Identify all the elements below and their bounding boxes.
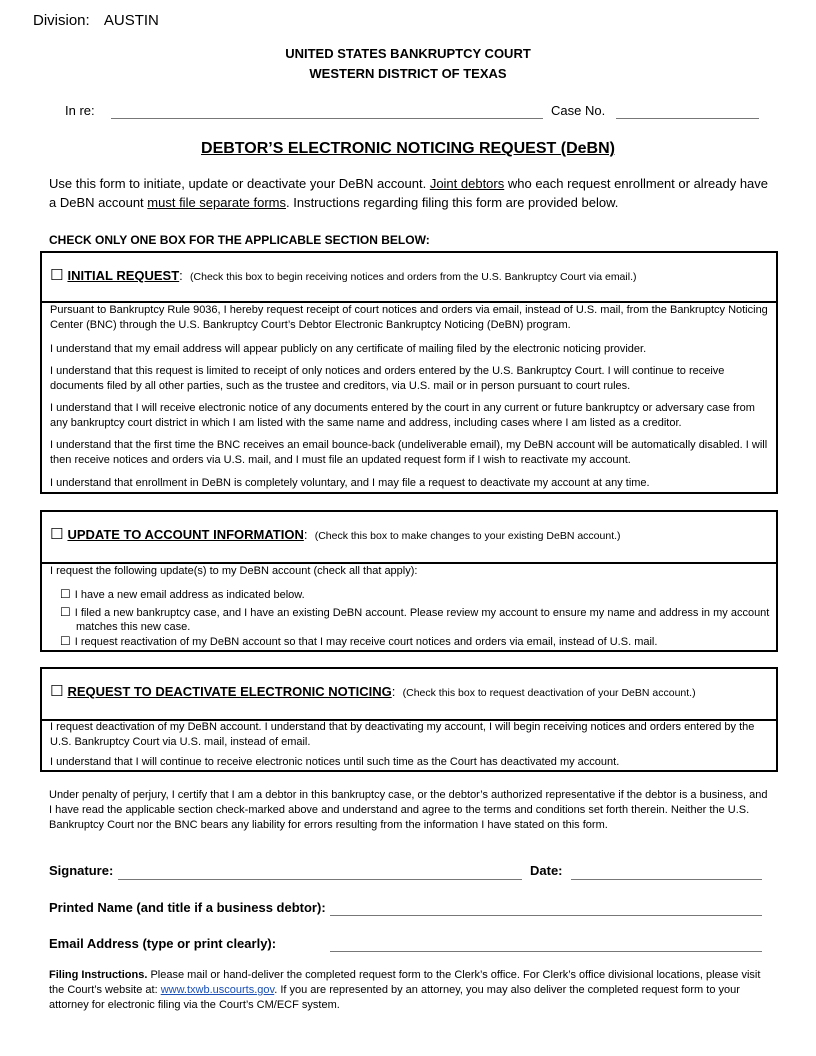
initial-request-paragraph: I understand that the first time the BNC receives an email bounce-back (undeliverable email), my DeBN account will be automatically disabled. I will then receive notices and orders via U.S. mail, and I must file an updated request form if I wish to reactivate my account. [50,439,768,466]
intro-text-1: Use this form to initiate, update or deactivate your DeBN account. [49,176,430,191]
initial-request-header-box [40,251,778,303]
update-account-header-box [40,510,778,564]
division-line [33,12,159,29]
initial-request-paragraph: I understand that this request is limited to receipt of only notices and orders entered by the U.S. Bankruptcy Court. I will continue to receive documents filed by all other parties, such as the trustee and creditors, via U.S. mail or in person pursuant to court rules. [50,365,725,392]
deactivate-checkbox[interactable]: ☐ [50,683,64,700]
initial-request-checkbox[interactable]: ☐ [50,267,64,284]
update-account-intro: I request the following update(s) to my DeBN account (check all that apply): [50,565,418,577]
intro-text-3: . Instructions regarding filing this form are provided below. [286,195,619,210]
check-only-instruction: CHECK ONLY ONE BOX FOR THE APPLICABLE SECTION BELOW: [49,233,430,247]
date-field[interactable] [571,879,762,880]
case-no-field[interactable] [616,118,759,119]
signature-field[interactable] [118,879,522,880]
update-account-body-box [40,562,778,652]
in-re-label: In re: [65,103,95,118]
heading-colon: : [179,268,183,283]
update-option-checkbox[interactable]: ☐ [60,634,71,648]
deactivate-header [50,682,696,700]
deactivate-heading: REQUEST TO DEACTIVATE ELECTRONIC NOTICING [67,684,392,699]
update-account-heading: UPDATE TO ACCOUNT INFORMATION [67,527,304,542]
initial-request-paragraph: I understand that enrollment in DeBN is completely voluntary, and I may file a request to deactivate my account at any time. [50,477,650,489]
email-label: Email Address (type or print clearly): [49,936,277,951]
initial-request-paragraph: I understand that my email address will appear publicly on any certificate of mailing filed by the electronic noticing provider. [50,343,647,355]
printed-name-label: Printed Name (and title if a business debtor): [49,900,326,915]
deactivate-header-box [40,667,778,721]
update-option-checkbox[interactable]: ☐ [60,605,71,619]
update-option-text: I request reactivation of my DeBN account so that I may receive court notices and orders via email, instead of U.S. mail. [74,636,658,648]
initial-request-note: (Check this box to begin receiving notices and orders from the U.S. Bankruptcy Court via email.) [190,271,637,283]
initial-request-header [50,266,636,284]
intro-joint-debtors: Joint debtors [429,176,505,191]
update-option [60,634,772,649]
deactivate-paragraph: I request deactivation of my DeBN account. I understand that by deactivating my account, I will begin receiving notices and orders entered by the U.S. Bankruptcy Court via U.S. mail, instead of email. [50,721,755,748]
heading-colon: : [391,684,396,699]
update-account-note: (Check this box to make changes to your existing DeBN account.) [314,530,621,542]
update-option [60,605,776,634]
filing-instructions [49,968,774,1013]
intro-text-2: who each request enrollment or already have a DeBN account [49,176,769,210]
perjury-statement: Under penalty of perjury, I certify that I am a debtor in this bankruptcy case, or the debtor’s authorized representative if the debtor is a business, and I have read the applicable section check-marked above and understand and agree to the terms and conditions set forth therein. Neither the U.S. Bankruptcy Court nor the BNC bears any liability for errors resulting from the information I have stated on this form. [49,789,768,831]
court-district: WESTERN DISTRICT OF TEXAS [309,66,507,81]
filing-text-1: Please mail or hand-deliver the completed request form to the Clerk’s office. For Clerk’s office divisional locations, please visit the Court’s website at: [49,969,761,996]
date-label: Date: [530,863,563,878]
update-option-text: I filed a new bankruptcy case, and I have an existing DeBN account. Please review my account to ensure my name and address in my account matches this new case. [74,607,770,633]
update-option-text: I have a new email address as indicated below. [74,589,305,601]
division-label: Division: [33,12,90,29]
update-option-checkbox[interactable]: ☐ [60,587,71,601]
email-field[interactable] [330,951,762,952]
case-no-label: Case No. [551,103,606,118]
intro-must-file: must file separate forms [147,195,286,210]
initial-request-heading: INITIAL REQUEST [67,268,180,283]
filing-instructions-heading: Filing Instructions. [49,969,148,981]
printed-name-field[interactable] [330,915,762,916]
division-value: AUSTIN [103,12,159,29]
deactivate-paragraph: I understand that I will continue to receive electronic notices until such time as the Court has deactivated my account. [50,756,620,768]
initial-request-paragraph: Pursuant to Bankruptcy Rule 9036, I hereby request receipt of court notices and orders via email, instead of U.S. mail, from the Bankruptcy Noticing Center (BNC) through the U.S. Bankruptcy Court’s Debtor Electronic Bankruptcy Noticing (DeBN) program. [50,304,768,331]
update-account-checkbox[interactable]: ☐ [50,526,64,543]
intro-paragraph [49,174,769,212]
court-name: UNITED STATES BANKRUPTCY COURT [285,46,531,61]
in-re-field[interactable] [111,118,543,119]
update-option [60,587,772,602]
page-title: DEBTOR’S ELECTRONIC NOTICING REQUEST (DeBN) [201,140,615,157]
deactivate-note: (Check this box to request deactivation of your DeBN account.) [402,687,696,699]
deactivate-body-box [40,719,778,772]
filing-text-2: . If you are represented by an attorney, you may also deliver the completed request form to your attorney for electronic filing via the Court’s CM/ECF system. [49,984,740,1011]
update-account-header [50,525,621,543]
initial-request-body-box [40,301,778,494]
court-website-link[interactable]: www.txwb.uscourts.gov [160,984,275,996]
heading-colon: : [303,527,308,542]
signature-label: Signature: [49,863,114,878]
initial-request-paragraph: I understand that I will receive electronic notice of any documents entered by the court in any current or future bankruptcy or adversary case from any bankruptcy court district in which I am listed with the same name and address, including cases where I am listed as a creditor. [50,402,755,429]
